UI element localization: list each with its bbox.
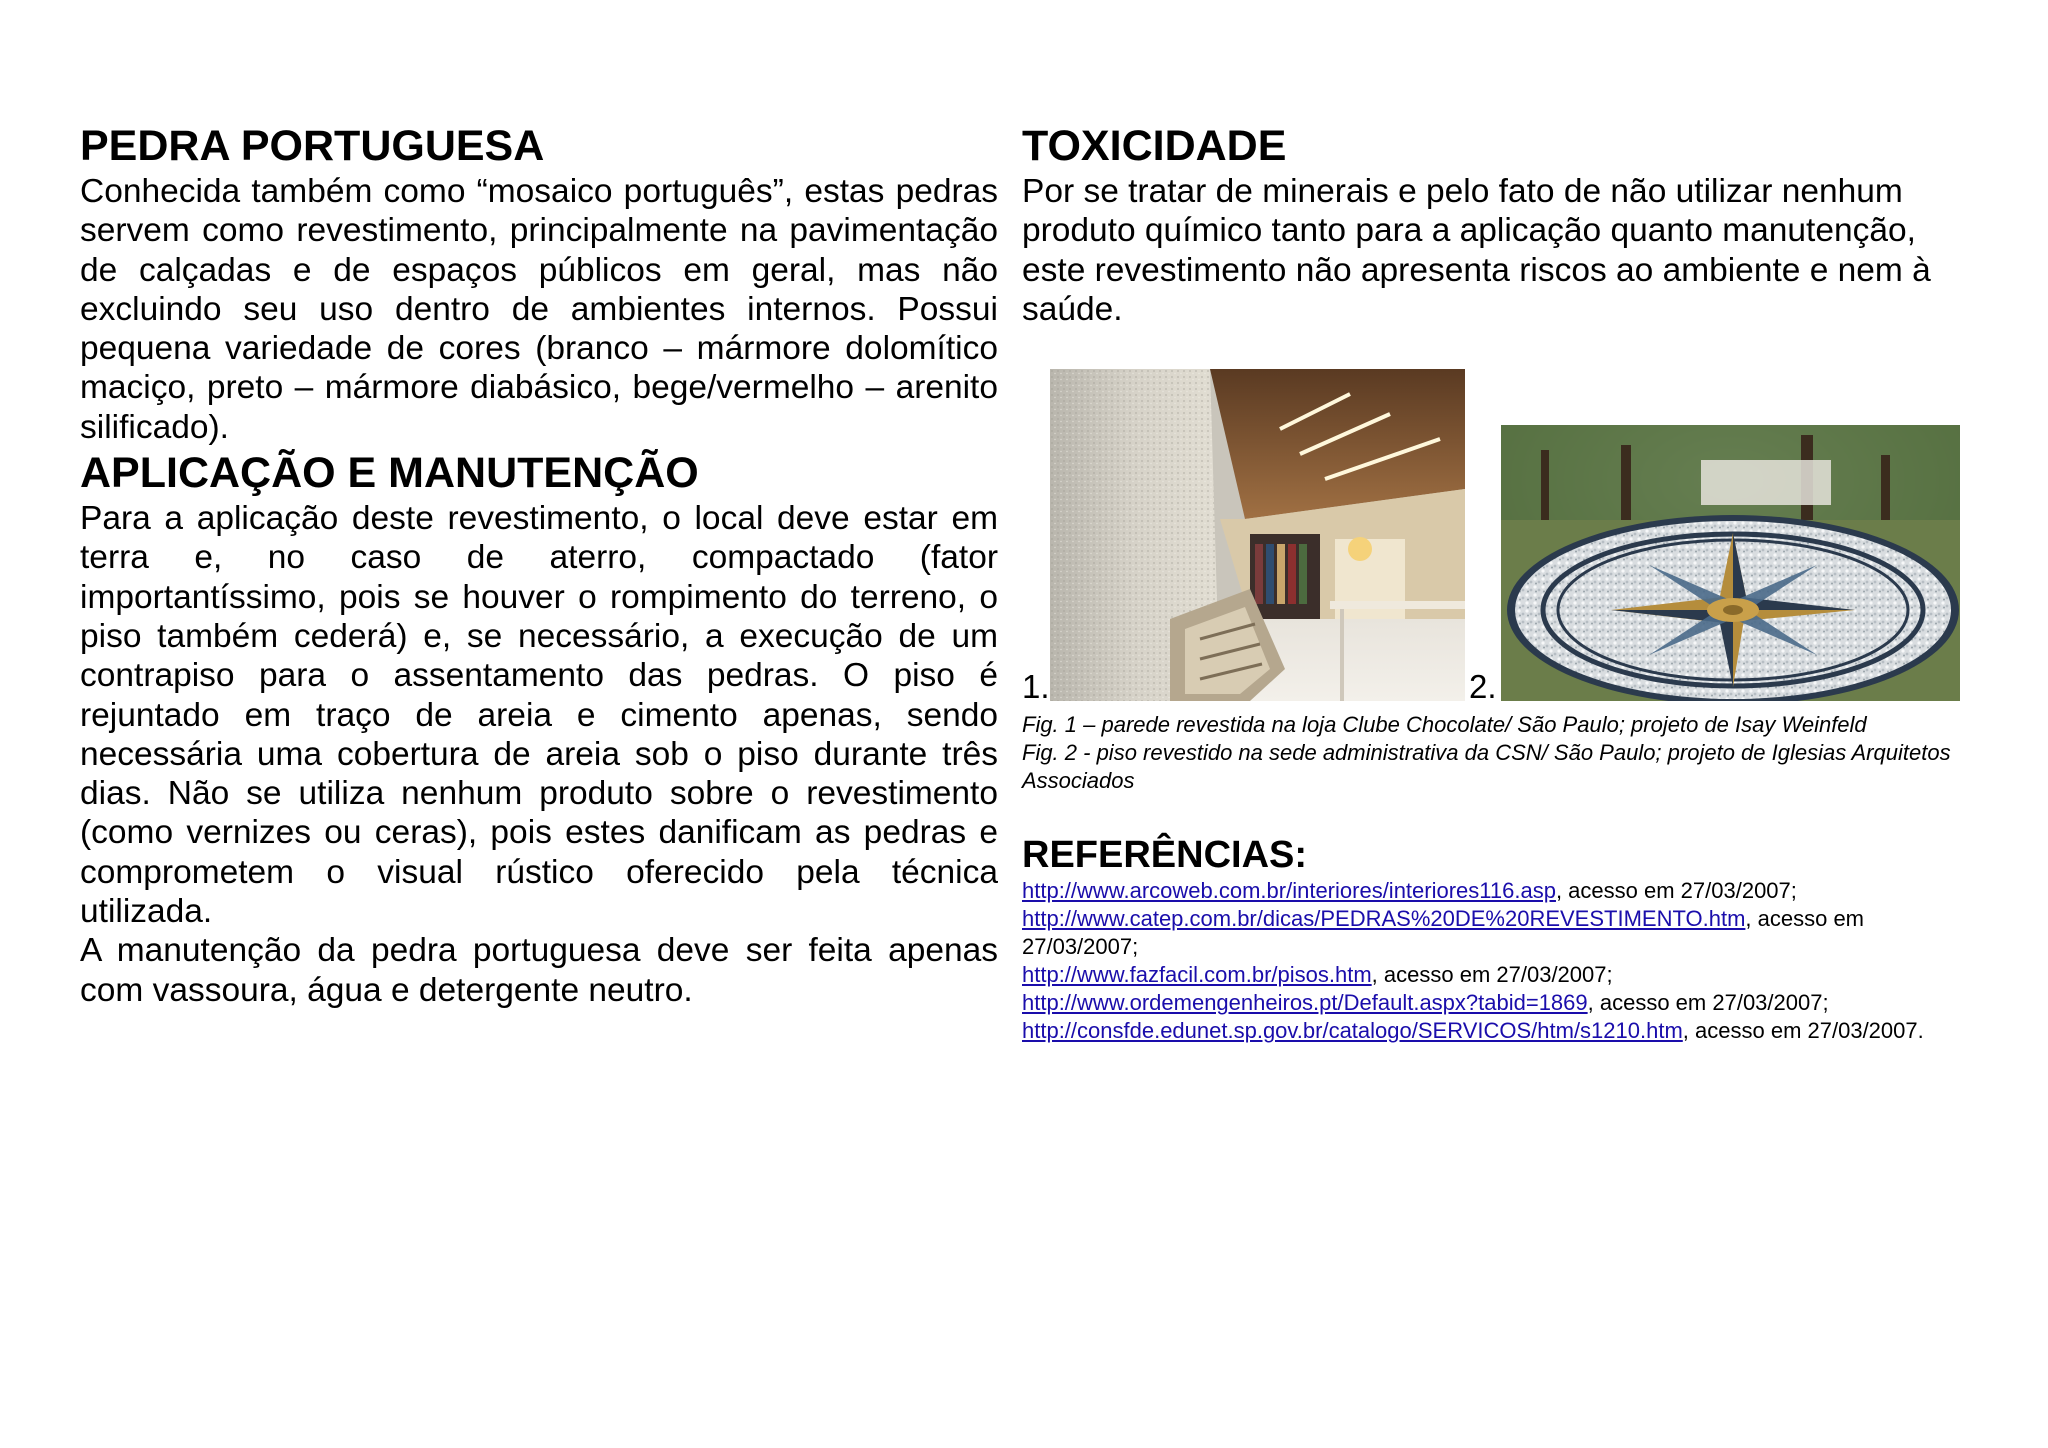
heading-aplicacao-manutencao: APLICAÇÃO E MANUTENÇÃO bbox=[80, 449, 699, 498]
figures-row bbox=[1022, 369, 1982, 705]
caption-figure-1: Fig. 1 – parede revestida na loja Clube Chocolate/ São Paulo; projeto de Isay Weinfeld bbox=[1022, 712, 1867, 738]
paragraph-description: Conhecida também como “mosaico português”, estas pedras servem como revestimento, principalmente na pavimentação de calçadas e de espaços públicos em geral, mas não excluindo seu uso dentro de ambientes internos. Possui pequena variedade de cores (branco – mármore dolomítico maciço, preto – mármore diabásico, bege/vermelho – arenito silificado). bbox=[80, 173, 998, 446]
reference-link[interactable]: http://www.arcoweb.com.br/interiores/interiores116.asp bbox=[1022, 878, 1556, 904]
figure-2-compass-mosaic-photo bbox=[1501, 425, 1960, 701]
reference-link[interactable]: http://www.catep.com.br/dicas/PEDRAS%20DE%20REVESTIMENTO.htm bbox=[1022, 906, 1746, 932]
reference-item: http://www.ordemengenheiros.pt/Default.aspx?tabid=1869, acesso em 27/03/2007; bbox=[1022, 990, 1829, 1016]
references-list bbox=[1022, 877, 1982, 1045]
heading-referencias: REFERÊNCIAS: bbox=[1022, 834, 1308, 877]
figure-1-store-interior-photo bbox=[1050, 369, 1465, 701]
heading-pedra-portuguesa: PEDRA PORTUGUESA bbox=[80, 122, 545, 170]
paragraph-application: Para a aplicação deste revestimento, o local deve estar em terra e, no caso de aterro, compactado (fator importantíssimo, pois se houver o rompimento do terreno, o piso também cederá) e, se necessário, a execução de um contrapiso para o assentamento das pedras. O piso é rejuntado em traço de areia e cimento apenas, sendo necessária uma cobertura de areia sob o piso durante três dias. Não se utiliza nenhum produto sobre o revestimento (como vernizes ou ceras), pois estes danificam as pedras e comprometem o visual rústico oferecido pela técnica utilizada. bbox=[80, 500, 998, 931]
caption-figure-2: Fig. 2 - piso revestido na sede administrativa da CSN/ São Paulo; projeto de Iglesias Arquitetos Associados bbox=[1022, 740, 1951, 794]
figure-2-label: 2. bbox=[1469, 668, 1497, 706]
left-column bbox=[80, 120, 998, 1010]
figure-1-label: 1. bbox=[1022, 668, 1050, 706]
reference-item: http://www.catep.com.br/dicas/PEDRAS%20DE%20REVESTIMENTO.htm, acesso em 27/03/2007; bbox=[1022, 906, 1865, 960]
figure-captions bbox=[1022, 711, 1982, 795]
reference-item: http://www.fazfacil.com.br/pisos.htm, acesso em 27/03/2007; bbox=[1022, 962, 1613, 988]
reference-link[interactable]: http://consfde.edunet.sp.gov.br/catalogo/SERVICOS/htm/s1210.htm bbox=[1022, 1018, 1683, 1044]
reference-link[interactable]: http://www.fazfacil.com.br/pisos.htm bbox=[1022, 962, 1372, 988]
right-column bbox=[1022, 120, 1982, 1045]
heading-toxicidade: TOXICIDADE bbox=[1022, 122, 1287, 170]
paragraph-toxicity: Por se tratar de minerais e pelo fato de não utilizar nenhum produto químico tanto para a aplicação quanto manutenção, este revestimento não apresenta riscos ao ambiente e nem à saúde. bbox=[1022, 173, 1931, 328]
reference-item: http://consfde.edunet.sp.gov.br/catalogo/SERVICOS/htm/s1210.htm, acesso em 27/03/2007. bbox=[1022, 1018, 1924, 1044]
reference-link[interactable]: http://www.ordemengenheiros.pt/Default.aspx?tabid=1869 bbox=[1022, 990, 1588, 1016]
paragraph-maintenance: A manutenção da pedra portuguesa deve ser feita apenas com vassoura, água e detergente neutro. bbox=[80, 932, 998, 1009]
reference-item: http://www.arcoweb.com.br/interiores/interiores116.asp, acesso em 27/03/2007; bbox=[1022, 878, 1797, 904]
